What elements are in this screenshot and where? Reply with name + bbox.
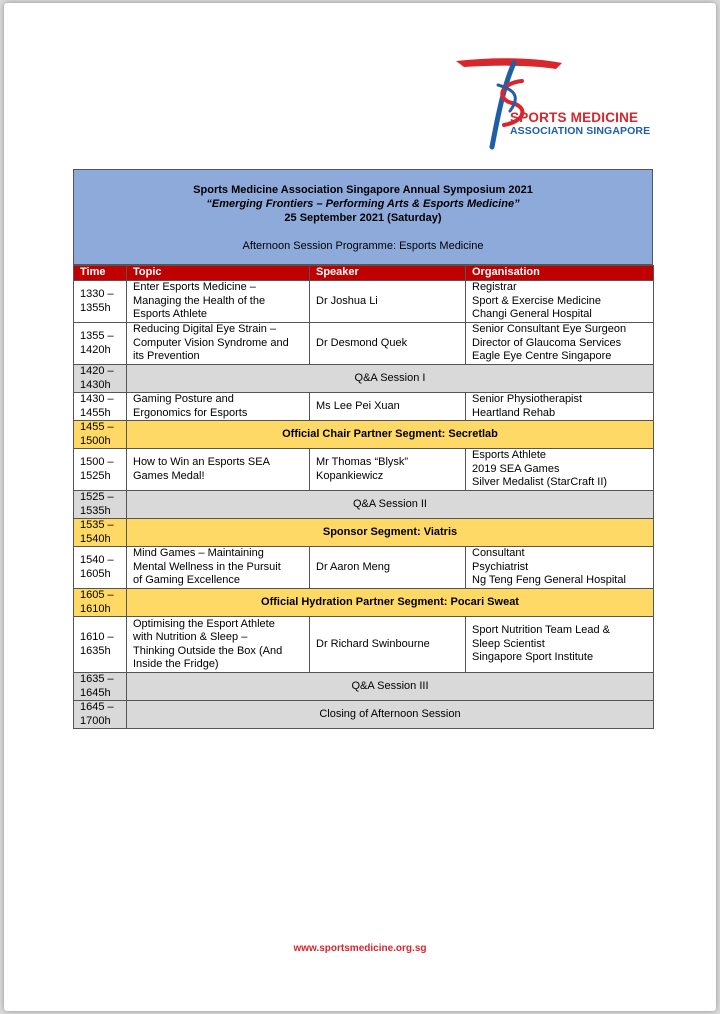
session-title: Afternoon Session Programme: Esports Medicine (242, 240, 484, 252)
time-cell-line: 1330 – (80, 288, 114, 300)
topic-cell-line: Ergonomics for Esports (133, 406, 248, 419)
time-cell (74, 701, 127, 729)
session-label: Q&A Session I (127, 365, 654, 393)
organisation-cell (466, 281, 654, 323)
organisation-cell-line: Psychiatrist (472, 560, 529, 573)
organisation-cell-line: Silver Medalist (StarCraft II) (472, 476, 608, 489)
speaker-cell-line: Ms Lee Pei Xuan (316, 399, 400, 412)
session-label: Q&A Session III (127, 673, 654, 701)
table-row (74, 365, 654, 393)
organisation-cell-line: Consultant (472, 547, 525, 560)
topic-cell-line: its Prevention (133, 350, 200, 363)
speaker-cell-line: Dr Joshua Li (316, 294, 378, 307)
programme-table (73, 265, 654, 729)
speaker-cell (310, 393, 466, 421)
organisation-cell-line: Sport & Exercise Medicine (472, 294, 601, 307)
topic-cell-line: Games Medal! (133, 469, 205, 482)
topic-cell-line: Esports Athlete (133, 308, 207, 321)
organisation-cell-line: 2019 SEA Games (472, 462, 560, 475)
time-cell-line: 1645 – (80, 701, 114, 713)
organisation-cell-line: Changi General Hospital (472, 308, 592, 321)
topic-cell-line: of Gaming Excellence (133, 574, 240, 587)
time-cell (74, 323, 127, 365)
time-cell-line: 1525 – (80, 491, 114, 503)
segment-label: Sponsor Segment: Viatris (127, 519, 654, 547)
time-cell-line: 1700h (80, 714, 111, 727)
time-cell-line: 1540 – (80, 554, 114, 566)
speaker-cell-line: Mr Thomas “Blysk” (316, 456, 409, 468)
topic-cell-line: How to Win an Esports SEA (133, 456, 270, 468)
speaker-cell-line: Kopankiewicz (316, 469, 384, 482)
topic-cell (127, 617, 310, 673)
time-cell (74, 491, 127, 519)
organisation-cell-line: Ng Teng Feng General Hospital (472, 574, 626, 587)
speaker-cell (310, 281, 466, 323)
topic-cell (127, 323, 310, 365)
time-cell-line: 1525h (80, 469, 111, 482)
speaker-cell (310, 449, 466, 491)
logo-text-line1: SPORTS MEDICINE (510, 110, 639, 125)
table-row (74, 421, 654, 449)
time-cell (74, 421, 127, 449)
symposium-title: Sports Medicine Association Singapore Annual Symposium 2021 (193, 184, 533, 196)
table-row (74, 589, 654, 617)
table-row (74, 701, 654, 729)
time-cell-line: 1355 – (80, 330, 114, 342)
speaker-cell-line: Dr Desmond Quek (316, 336, 408, 349)
time-cell-line: 1635 – (80, 673, 114, 685)
document-page (4, 3, 716, 1011)
time-cell-line: 1420 – (80, 365, 114, 377)
time-cell-line: 1500 – (80, 456, 114, 468)
time-cell-line: 1535h (80, 504, 111, 517)
organisation-cell-line: Singapore Sport Institute (472, 651, 594, 664)
time-cell (74, 673, 127, 701)
time-cell (74, 617, 127, 673)
topic-cell (127, 393, 310, 421)
table-header-row (74, 266, 654, 281)
speaker-cell (310, 323, 466, 365)
organisation-cell-line: Sleep Scientist (472, 637, 545, 650)
symposium-theme: “Emerging Frontiers – Performing Arts & Esports Medicine” (206, 198, 520, 210)
time-cell-line: 1455h (80, 406, 111, 419)
topic-cell-line: with Nutrition & Sleep – (133, 631, 248, 643)
time-cell-line: 1500h (80, 434, 111, 447)
topic-cell-line: Inside the Fridge) (133, 658, 219, 670)
symposium-date: 25 September 2021 (Saturday) (284, 212, 442, 224)
programme-rows (74, 281, 654, 729)
topic-cell (127, 547, 310, 589)
column-header: Organisation (466, 266, 654, 281)
time-cell-line: 1605h (80, 567, 111, 580)
organisation-cell-line: Director of Glaucoma Services (472, 336, 622, 349)
organisation-cell-line: Esports Athlete (472, 449, 546, 462)
time-cell (74, 365, 127, 393)
organisation-cell-line: Registrar (472, 281, 517, 294)
time-cell-line: 1645h (80, 686, 111, 699)
topic-cell-line: Mind Games – Maintaining (133, 547, 264, 560)
speaker-cell-line: Dr Richard Swinbourne (316, 637, 430, 650)
topic-cell-line: Gaming Posture and (133, 393, 234, 405)
programme-header (73, 169, 653, 265)
organisation-cell-line: Eagle Eye Centre Singapore (472, 350, 612, 363)
table-row (74, 673, 654, 701)
segment-label: Official Hydration Partner Segment: Pocari Sweat (127, 589, 654, 617)
time-cell (74, 589, 127, 617)
table-row (74, 323, 654, 365)
topic-cell-line: Reducing Digital Eye Strain – (133, 323, 277, 336)
organisation-cell (466, 323, 654, 365)
time-cell-line: 1455 – (80, 421, 114, 433)
table-row (74, 449, 654, 491)
time-cell (74, 519, 127, 547)
table-row (74, 617, 654, 673)
organisation-cell-line: Sport Nutrition Team Lead & (472, 624, 610, 637)
time-cell-line: 1355h (80, 301, 111, 314)
segment-label: Official Chair Partner Segment: Secretlab (127, 421, 654, 449)
time-cell-line: 1430h (80, 378, 111, 391)
topic-cell-line: Thinking Outside the Box (And (133, 644, 283, 657)
column-header: Speaker (310, 266, 466, 281)
organisation-cell (466, 449, 654, 491)
topic-cell-line: Optimising the Esport Athlete (133, 617, 275, 630)
topic-cell (127, 449, 310, 491)
topic-cell-line: Mental Wellness in the Pursuit (133, 560, 281, 573)
session-label: Closing of Afternoon Session (127, 701, 654, 729)
speaker-cell (310, 617, 466, 673)
time-cell (74, 393, 127, 421)
organisation-cell (466, 393, 654, 421)
organisation-cell-line: Senior Physiotherapist (472, 393, 583, 405)
time-cell-line: 1635h (80, 644, 111, 657)
time-cell (74, 547, 127, 589)
table-row (74, 281, 654, 323)
time-cell (74, 281, 127, 323)
topic-cell-line: Enter Esports Medicine – (133, 281, 256, 294)
organisation-cell-line: Heartland Rehab (472, 406, 556, 419)
column-header: Time (74, 266, 127, 281)
time-cell-line: 1540h (80, 532, 111, 545)
website-footer: www.sportsmedicine.org.sg (293, 943, 427, 954)
time-cell (74, 449, 127, 491)
time-cell-line: 1605 – (80, 589, 114, 601)
time-cell-line: 1420h (80, 343, 111, 356)
logo-text-line2: ASSOCIATION SINGAPORE (510, 125, 651, 137)
table-row (74, 547, 654, 589)
session-label: Q&A Session II (127, 491, 654, 519)
time-cell-line: 1610 – (80, 631, 114, 643)
organisation-cell-line: Senior Consultant Eye Surgeon (472, 323, 627, 336)
table-row (74, 393, 654, 421)
topic-cell-line: Managing the Health of the (133, 294, 266, 307)
table-row (74, 519, 654, 547)
topic-cell (127, 281, 310, 323)
time-cell-line: 1610h (80, 602, 111, 615)
column-header: Topic (127, 266, 310, 281)
time-cell-line: 1535 – (80, 519, 114, 531)
topic-cell-line: Computer Vision Syndrome and (133, 336, 289, 349)
organisation-cell (466, 617, 654, 673)
speaker-cell-line: Dr Aaron Meng (316, 560, 390, 573)
speaker-cell (310, 547, 466, 589)
organisation-cell (466, 547, 654, 589)
table-row (74, 491, 654, 519)
time-cell-line: 1430 – (80, 393, 114, 405)
